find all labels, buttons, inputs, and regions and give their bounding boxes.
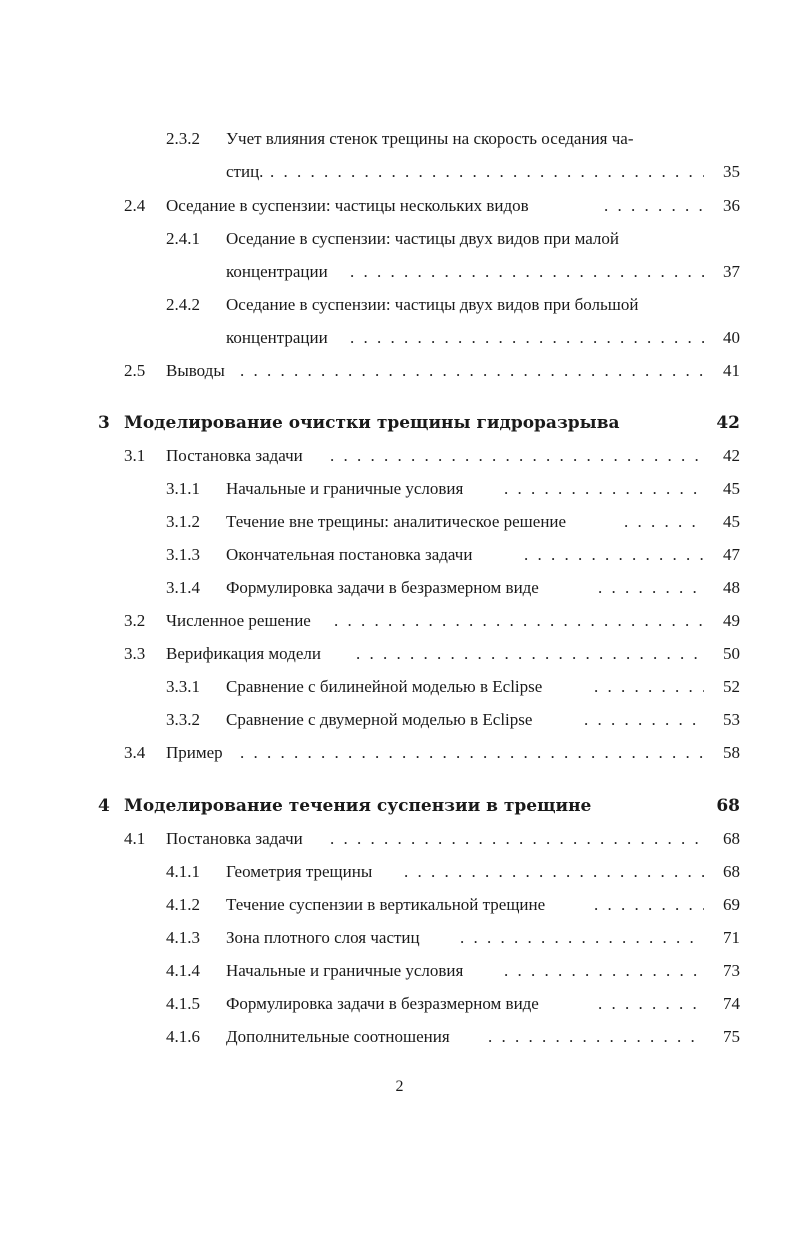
toc-entry [0,358,799,384]
entry-title: Течение вне трещины: аналитическое решение [226,512,567,531]
entry-number: 2.4.1 [166,229,200,248]
entry-page: 50 [723,644,740,663]
entry-page: 73 [723,961,740,980]
toc-entry [0,226,799,252]
entry-title: Геометрия трещины [226,862,373,881]
entry-page: 45 [723,479,740,498]
entry-number: 3.2 [124,611,146,630]
entry-number: 4.1.2 [166,895,200,914]
toc-entry [0,443,799,469]
leader-dots [460,925,704,951]
toc-entry [0,1024,799,1050]
toc-entry [0,641,799,667]
entry-number: 3.1.4 [166,578,200,597]
chapter-number: 4 [98,796,110,816]
leader-dots [356,641,704,667]
entry-number: 4.1.5 [166,994,200,1013]
entry-title: Численное решение [166,611,311,630]
leader-dots [504,476,704,502]
entry-number: 4.1.1 [166,862,200,881]
toc-entry [0,925,799,951]
leader-dots [350,259,704,285]
leader-dots [524,542,704,568]
entry-page: 45 [723,512,740,531]
chapter-page: 68 [716,796,740,816]
leader-dots [350,325,704,351]
leader-dots [240,740,704,766]
entry-title: Зона плотного слоя частиц [226,928,420,947]
toc-entry [0,674,799,700]
leader-dots [598,575,704,601]
entry-title: Пример [166,743,223,762]
entry-title: Начальные и граничные условия [226,961,464,980]
entry-number: 3.1.1 [166,479,200,498]
entry-title: Учет влияния стенок трещины на скорость оседания ча- [226,129,634,148]
entry-page: 58 [723,743,740,762]
entry-number: 2.5 [124,361,146,380]
entry-title: Начальные и граничные условия [226,479,464,498]
entry-number: 3.1.2 [166,512,200,531]
entry-page: 36 [723,196,740,215]
leader-dots [330,826,704,852]
toc-entry [0,859,799,885]
toc-entry-continuation [0,325,799,351]
entry-title: Оседание в суспензии: частицы нескольких видов [166,196,529,215]
toc-chapter [0,410,799,436]
entry-number: 3.1.3 [166,545,200,564]
leader-dots [594,674,704,700]
entry-number: 2.4 [124,196,146,215]
chapter-page: 42 [716,413,740,433]
leader-dots [488,1024,704,1050]
toc-entry [0,740,799,766]
entry-title-cont: концентрации [226,328,328,347]
entry-number: 4.1.4 [166,961,200,980]
entry-title: Оседание в суспензии: частицы двух видов при малой [226,229,620,248]
toc-entry [0,509,799,535]
entry-number: 4.1.3 [166,928,200,947]
toc-entry-continuation [0,159,799,185]
toc-entry [0,958,799,984]
entry-title: Формулировка задачи в безразмерном виде [226,578,539,597]
leader-dots [270,159,704,185]
toc-chapter [0,793,799,819]
leader-dots [598,991,704,1017]
entry-title: Дополнительные соотношения [226,1027,450,1046]
leader-dots [240,358,704,384]
toc-entry [0,892,799,918]
entry-page: 49 [723,611,740,630]
entry-number: 3.4 [124,743,146,762]
entry-number: 3.3.1 [166,677,200,696]
leader-dots [504,958,704,984]
chapter-title: Моделирование очистки трещины гидроразрыва [124,413,620,433]
leader-dots [584,707,704,733]
entry-page: 68 [723,862,740,881]
entry-page: 53 [723,710,740,729]
entry-number: 4.1.6 [166,1027,200,1046]
leader-dots [594,892,704,918]
entry-number: 3.1 [124,446,146,465]
leader-dots [330,443,704,469]
toc-entry [0,991,799,1017]
entry-title: Верификация модели [166,644,321,663]
entry-number: 2.3.2 [166,129,200,148]
entry-page: 52 [723,677,740,696]
toc-entry [0,575,799,601]
entry-title: Оседание в суспензии: частицы двух видов при большой [226,295,639,314]
entry-number: 4.1 [124,829,146,848]
toc-entry [0,193,799,219]
entry-title: Сравнение с билинейной моделью в Eclipse [226,677,543,696]
entry-page: 69 [723,895,740,914]
entry-title: Сравнение с двумерной моделью в Eclipse [226,710,533,729]
toc-entry [0,707,799,733]
toc-entry [0,476,799,502]
entry-page: 74 [723,994,740,1013]
entry-title: Формулировка задачи в безразмерном виде [226,994,539,1013]
toc-entry [0,292,799,318]
entry-page: 41 [723,361,740,380]
leader-dots [404,859,704,885]
entry-page: 42 [723,446,740,465]
entry-page: 40 [723,328,740,347]
entry-number: 2.4.2 [166,295,200,314]
entry-title: Окончательная постановка задачи [226,545,473,564]
toc-entry [0,542,799,568]
toc-entry-continuation [0,259,799,285]
leader-dots [604,193,704,219]
entry-title-cont: концентрации [226,262,328,281]
entry-page: 75 [723,1027,740,1046]
toc-entry [0,126,799,152]
entry-title: Постановка задачи [166,446,303,465]
entry-title: Течение суспензии в вертикальной трещине [226,895,546,914]
entry-title-cont: стиц. [226,162,264,181]
entry-title: Выводы [166,361,225,380]
leader-dots [334,608,704,634]
toc-entry [0,608,799,634]
toc-entry [0,826,799,852]
entry-page: 37 [723,262,740,281]
entry-title: Постановка задачи [166,829,303,848]
entry-page: 71 [723,928,740,947]
chapter-number: 3 [98,413,110,433]
entry-page: 35 [723,162,740,181]
page-number: 2 [395,1078,404,1095]
entry-number: 3.3.2 [166,710,200,729]
leader-dots [624,509,704,535]
entry-page: 68 [723,829,740,848]
entry-number: 3.3 [124,644,146,663]
entry-page: 48 [723,578,740,597]
entry-page: 47 [723,545,740,564]
chapter-title: Моделирование течения суспензии в трещине [124,796,592,816]
